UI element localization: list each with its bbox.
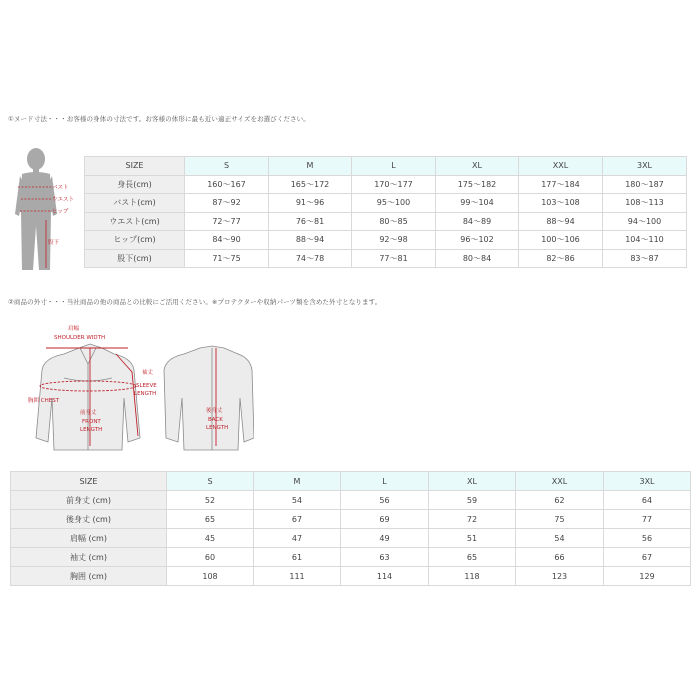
table-row: [11, 567, 691, 586]
table-cell: 84～89: [436, 212, 519, 231]
table-cell: 80～84: [436, 249, 519, 268]
table-header-row: [11, 472, 691, 491]
row-label: 前身丈 (cm): [11, 491, 167, 510]
front-length-label-en1: FRONT: [82, 419, 101, 425]
table-cell: 47: [254, 529, 341, 548]
table-cell: 61: [254, 548, 341, 567]
table-cell: 95～100: [352, 194, 436, 213]
table-cell: 72～77: [185, 212, 269, 231]
header-cell: 3XL: [604, 472, 691, 491]
garment-size-table: [10, 471, 691, 586]
header-cell: M: [254, 472, 341, 491]
back-length-label-en1: BACK: [208, 417, 223, 423]
table-cell: 80～85: [352, 212, 436, 231]
bust-label: バスト: [52, 185, 69, 191]
row-label: 股下(cm): [85, 249, 185, 268]
row-label: 後身丈 (cm): [11, 510, 167, 529]
row-label: バスト(cm): [85, 194, 185, 213]
body-size-table: [84, 156, 687, 268]
table-cell: 66: [516, 548, 604, 567]
shoulder-label-jp: 肩幅: [68, 326, 80, 332]
table-cell: 69: [341, 510, 429, 529]
sleeve-label-jp: 袖丈: [142, 370, 154, 376]
table-cell: 45: [167, 529, 254, 548]
table-cell: 88～94: [519, 212, 603, 231]
garment-measurement-note: ②商品の外寸・・・当社商品の他の商品との比較にご活用ください。※プロテクターや収納パーツ類を含めた外寸となります。: [8, 298, 382, 306]
table-cell: 51: [429, 529, 516, 548]
table-cell: 100～106: [519, 231, 603, 250]
table-cell: 59: [429, 491, 516, 510]
jacket-diagram: [24, 318, 254, 463]
table-row: [85, 194, 687, 213]
header-cell: S: [185, 157, 269, 176]
chest-label: 胸囲 CHEST: [28, 398, 60, 404]
table-cell: 52: [167, 491, 254, 510]
table-row: [85, 212, 687, 231]
header-cell: L: [352, 157, 436, 176]
header-cell: XXL: [516, 472, 604, 491]
table-cell: 74～78: [269, 249, 352, 268]
row-label: 肩幅 (cm): [11, 529, 167, 548]
header-cell: XXL: [519, 157, 603, 176]
back-length-label-en2: LENGTH: [206, 425, 229, 431]
header-cell: SIZE: [85, 157, 185, 176]
table-row: [11, 529, 691, 548]
header-cell: L: [341, 472, 429, 491]
table-cell: 111: [254, 567, 341, 586]
header-cell: XL: [429, 472, 516, 491]
table-cell: 129: [604, 567, 691, 586]
hip-label: ヒップ: [52, 209, 69, 215]
table-cell: 103～108: [519, 194, 603, 213]
table-cell: 108: [167, 567, 254, 586]
sleeve-label-en2: LENGTH: [134, 391, 157, 397]
table-cell: 64: [604, 491, 691, 510]
table-cell: 118: [429, 567, 516, 586]
table-row: [11, 491, 691, 510]
table-cell: 65: [167, 510, 254, 529]
row-label: 身長(cm): [85, 175, 185, 194]
table-cell: 82～86: [519, 249, 603, 268]
table-cell: 83～87: [603, 249, 687, 268]
table-cell: 88～94: [269, 231, 352, 250]
table-cell: 76～81: [269, 212, 352, 231]
table-cell: 99～104: [436, 194, 519, 213]
table-cell: 170～177: [352, 175, 436, 194]
body-measurement-note: ①ヌード寸法・・・お客様の身体の寸法です。お客様の体形に最も近い適正サイズをお選びください。: [8, 115, 310, 123]
table-cell: 104～110: [603, 231, 687, 250]
back-length-label-jp: 後身丈: [206, 408, 223, 414]
table-row: [85, 231, 687, 250]
table-cell: 62: [516, 491, 604, 510]
table-cell: 77: [604, 510, 691, 529]
table-cell: 77～81: [352, 249, 436, 268]
header-cell: S: [167, 472, 254, 491]
table-cell: 56: [341, 491, 429, 510]
body-silhouette-figure: [8, 146, 80, 274]
front-length-label-jp: 前身丈: [80, 410, 97, 416]
table-cell: 72: [429, 510, 516, 529]
table-cell: 108～113: [603, 194, 687, 213]
table-cell: 96～102: [436, 231, 519, 250]
sleeve-label-en1: SLEEVE: [136, 383, 157, 389]
row-label: 袖丈 (cm): [11, 548, 167, 567]
table-cell: 63: [341, 548, 429, 567]
table-row: [11, 548, 691, 567]
row-label: ヒップ(cm): [85, 231, 185, 250]
table-cell: 87～92: [185, 194, 269, 213]
table-cell: 56: [604, 529, 691, 548]
waist-label: ウエスト: [52, 197, 75, 203]
table-cell: 54: [516, 529, 604, 548]
front-length-label-en2: LENGTH: [80, 427, 103, 433]
table-row: [85, 175, 687, 194]
table-cell: 49: [341, 529, 429, 548]
table-cell: 71～75: [185, 249, 269, 268]
table-cell: 114: [341, 567, 429, 586]
header-cell: XL: [436, 157, 519, 176]
table-cell: 160～167: [185, 175, 269, 194]
table-cell: 75: [516, 510, 604, 529]
table-cell: 54: [254, 491, 341, 510]
header-cell: M: [269, 157, 352, 176]
inseam-label: 股下: [48, 240, 60, 246]
table-cell: 165～172: [269, 175, 352, 194]
table-cell: 67: [604, 548, 691, 567]
table-cell: 177～184: [519, 175, 603, 194]
row-label: 胸囲 (cm): [11, 567, 167, 586]
table-row: [85, 249, 687, 268]
table-header-row: [85, 157, 687, 176]
shoulder-label-en: SHOULDER WIDTH: [54, 335, 106, 341]
header-cell: SIZE: [11, 472, 167, 491]
table-cell: 94～100: [603, 212, 687, 231]
table-cell: 180～187: [603, 175, 687, 194]
header-cell: 3XL: [603, 157, 687, 176]
table-cell: 123: [516, 567, 604, 586]
table-cell: 67: [254, 510, 341, 529]
table-cell: 60: [167, 548, 254, 567]
table-cell: 65: [429, 548, 516, 567]
table-cell: 92～98: [352, 231, 436, 250]
table-cell: 175～182: [436, 175, 519, 194]
table-row: [11, 510, 691, 529]
table-cell: 84～90: [185, 231, 269, 250]
row-label: ウエスト(cm): [85, 212, 185, 231]
table-cell: 91～96: [269, 194, 352, 213]
